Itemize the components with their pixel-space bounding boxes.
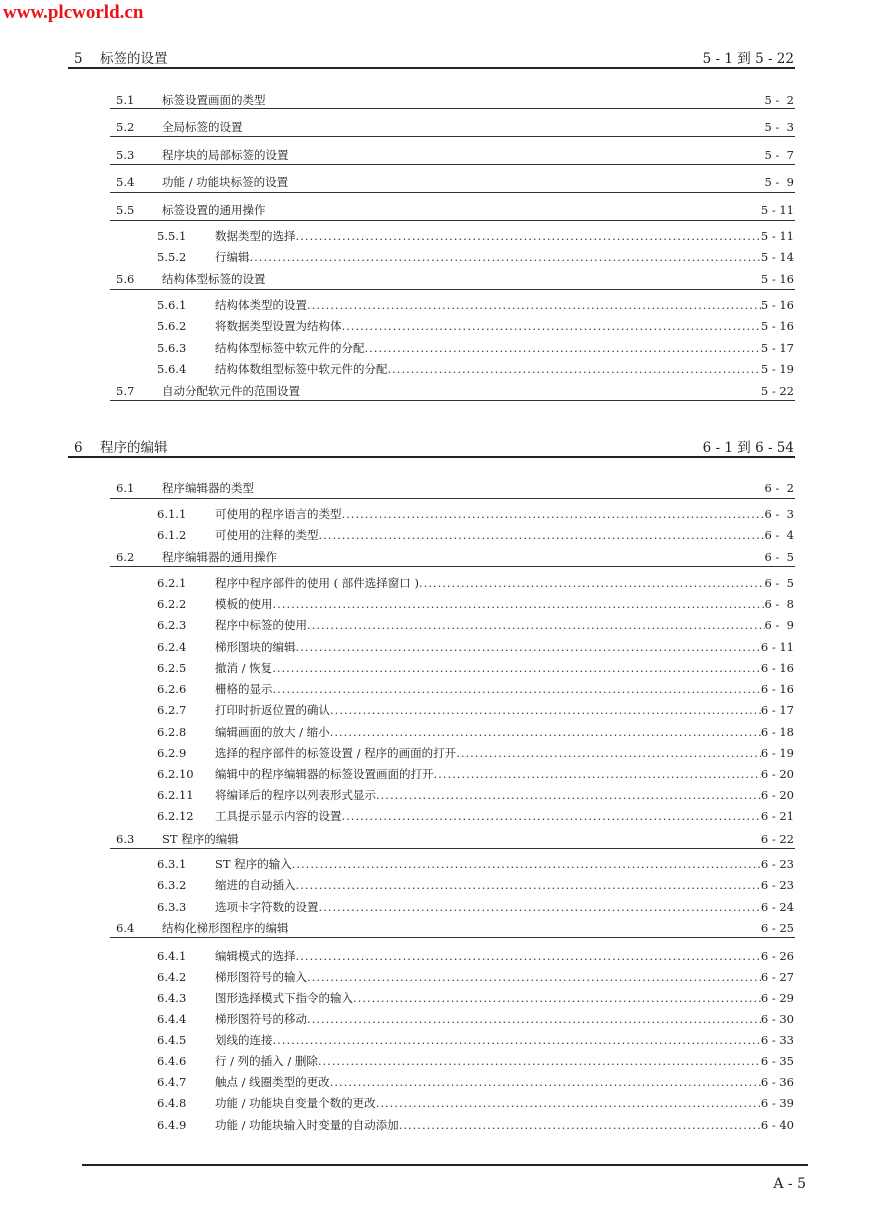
subsection-title: 结构体类型的设置: [215, 298, 307, 312]
dot-leader: [273, 682, 761, 696]
chapter-title: 标签的设置: [100, 51, 168, 67]
dot-leader: [296, 229, 761, 243]
subsection-page: 5 - 11: [760, 229, 794, 243]
toc-subsection-6-2-7[interactable]: [157, 702, 794, 718]
section-title: 标签设置的通用操作: [162, 203, 266, 217]
subsection-title: 梯形图块的编辑: [215, 640, 296, 654]
toc-subsection-6-3-2[interactable]: [157, 877, 794, 893]
dot-leader: [342, 809, 761, 823]
subsection-number: 6.4.6: [157, 1054, 187, 1068]
dot-leader: [434, 767, 761, 781]
toc-subsection-6-4-7[interactable]: [157, 1074, 794, 1090]
subsection-page: 5 - 17: [760, 341, 794, 355]
subsection-page: 5 - 19: [760, 362, 794, 376]
toc-section-5-6[interactable]: [116, 271, 794, 287]
section-number: 5.2: [116, 120, 135, 134]
subsection-page: 6 - 35: [760, 1054, 794, 1068]
subsection-number: 6.4.7: [157, 1075, 187, 1089]
subsection-title: 行编辑: [215, 250, 250, 264]
toc-subsection-6-1-2[interactable]: [157, 527, 794, 543]
subsection-number: 6.4.2: [157, 970, 187, 984]
toc-subsection-5-6-2[interactable]: [157, 318, 794, 334]
section-title: 程序编辑器的类型: [162, 481, 254, 495]
subsection-page: 6 - 36: [760, 1075, 794, 1089]
subsection-title: 梯形图符号的移动: [215, 1012, 307, 1026]
subsection-number: 6.2.12: [157, 809, 194, 823]
subsection-number: 6.4.9: [157, 1118, 187, 1132]
dot-leader: [365, 341, 761, 355]
subsection-number: 6.3.1: [157, 857, 187, 871]
subsection-page: 6 - 24: [760, 900, 794, 914]
section-rule: [110, 164, 795, 165]
toc-subsection-5-6-4[interactable]: [157, 361, 794, 377]
section-number: 5.4: [116, 175, 135, 189]
toc-subsection-6-2-12[interactable]: [157, 808, 794, 824]
dot-leader: [250, 250, 761, 264]
subsection-title: 选择的程序部件的标签设置 / 程序的画面的打开: [215, 746, 457, 760]
toc-subsection-6-4-3[interactable]: [157, 990, 794, 1006]
toc-subsection-6-4-1[interactable]: [157, 948, 794, 964]
section-page: 6 - 22: [760, 832, 794, 846]
subsection-number: 6.2.3: [157, 618, 187, 632]
subsection-page: 6 - 3: [764, 507, 794, 521]
toc-subsection-5-6-1[interactable]: [157, 297, 794, 313]
subsection-title: 结构体型标签中软元件的分配: [215, 341, 365, 355]
subsection-page: 6 - 19: [760, 746, 794, 760]
dot-leader: [319, 900, 761, 914]
section-title: 结构体型标签的设置: [162, 272, 266, 286]
dot-leader: [292, 857, 761, 871]
toc-section-5-2[interactable]: [116, 119, 794, 135]
subsection-title: 梯形图符号的输入: [215, 970, 307, 984]
dot-leader: [307, 970, 761, 984]
dot-leader: [342, 319, 761, 333]
dot-leader: [330, 725, 761, 739]
toc-subsection-6-2-8[interactable]: [157, 724, 794, 740]
subsection-title: 功能 / 功能块自变量个数的更改: [215, 1096, 376, 1110]
subsection-title: 选项卡字符数的设置: [215, 900, 319, 914]
section-number: 5.5: [116, 203, 135, 217]
section-number: 6.4: [116, 921, 135, 935]
watermark-text: www.plcworld.cn: [3, 2, 144, 23]
section-page: 6 - 2: [764, 481, 794, 495]
toc-subsection-6-4-4[interactable]: [157, 1011, 794, 1027]
dot-leader: [272, 661, 761, 675]
subsection-title: 工具提示显示内容的设置: [215, 809, 342, 823]
section-rule: [110, 289, 795, 290]
subsection-number: 6.4.1: [157, 949, 187, 963]
subsection-number: 6.2.7: [157, 703, 187, 717]
toc-subsection-6-4-5[interactable]: [157, 1032, 794, 1048]
subsection-title: 编辑画面的放大 / 缩小: [215, 725, 330, 739]
subsection-page: 6 - 29: [760, 991, 794, 1005]
subsection-page: 6 - 4: [764, 528, 794, 542]
section-rule: [110, 848, 795, 849]
toc-subsection-6-2-4[interactable]: [157, 639, 794, 655]
subsection-title: 程序中程序部件的使用 ( 部件选择窗口 ): [215, 576, 419, 590]
dot-leader: [296, 878, 761, 892]
subsection-number: 6.4.4: [157, 1012, 187, 1026]
chapter-page-range: 6 - 1 到 6 - 54: [702, 440, 794, 456]
section-title: 结构化梯形图程序的编辑: [162, 921, 289, 935]
section-page: 5 - 2: [764, 93, 794, 107]
section-rule: [110, 192, 795, 193]
toc-section-5-5[interactable]: [116, 202, 794, 218]
section-page: 5 - 9: [764, 175, 794, 189]
subsection-number: 6.1.1: [157, 507, 187, 521]
toc-subsection-6-4-2[interactable]: [157, 969, 794, 985]
footer-page-number: A - 5: [773, 1176, 806, 1192]
subsection-number: 6.2.6: [157, 682, 187, 696]
section-title: 全局标签的设置: [162, 120, 243, 134]
subsection-title: 打印时折返位置的确认: [215, 703, 330, 717]
dot-leader: [456, 746, 761, 760]
toc-section-6-3[interactable]: [116, 831, 794, 847]
section-rule: [110, 498, 795, 499]
dot-leader: [330, 1075, 761, 1089]
section-number: 5.1: [116, 93, 135, 107]
section-page: 5 - 3: [764, 120, 794, 134]
dot-leader: [307, 298, 761, 312]
section-page: 5 - 7: [764, 148, 794, 162]
subsection-title: 行 / 列的插入 / 删除: [215, 1054, 318, 1068]
subsection-number: 5.6.2: [157, 319, 187, 333]
toc-subsection-6-2-1[interactable]: [157, 575, 794, 591]
subsection-title: 将编译后的程序以列表形式显示: [215, 788, 376, 802]
subsection-page: 5 - 16: [760, 298, 794, 312]
subsection-number: 6.2.8: [157, 725, 187, 739]
toc-subsection-6-4-9[interactable]: [157, 1117, 794, 1133]
section-title: 自动分配软元件的范围设置: [162, 384, 300, 398]
subsection-page: 6 - 18: [760, 725, 794, 739]
subsection-title: 模板的使用: [215, 597, 273, 611]
dot-leader: [342, 507, 765, 521]
section-rule: [110, 566, 795, 567]
dot-leader: [296, 640, 761, 654]
subsection-title: 缩进的自动插入: [215, 878, 296, 892]
subsection-number: 6.2.4: [157, 640, 187, 654]
toc-subsection-6-1-1[interactable]: [157, 506, 794, 522]
subsection-page: 6 - 23: [760, 857, 794, 871]
subsection-page: 6 - 26: [760, 949, 794, 963]
subsection-number: 6.2.11: [157, 788, 194, 802]
section-title: 功能 / 功能块标签的设置: [162, 175, 289, 189]
dot-leader: [319, 528, 765, 542]
toc-subsection-6-3-1[interactable]: [157, 856, 794, 872]
subsection-page: 6 - 8: [764, 597, 794, 611]
section-title: 程序块的局部标签的设置: [162, 148, 289, 162]
subsection-title: 划线的连接: [215, 1033, 273, 1047]
section-number: 6.3: [116, 832, 135, 846]
subsection-number: 6.4.3: [157, 991, 187, 1005]
subsection-number: 6.2.10: [157, 767, 194, 781]
toc-subsection-5-5-1[interactable]: [157, 228, 794, 244]
dot-leader: [307, 1012, 761, 1026]
subsection-title: 可使用的程序语言的类型: [215, 507, 342, 521]
subsection-title: 结构体数组型标签中软元件的分配: [215, 362, 388, 376]
toc-section-5-7[interactable]: [116, 383, 794, 399]
dot-leader: [273, 597, 765, 611]
section-rule: [110, 400, 795, 401]
section-number: 6.1: [116, 481, 135, 495]
dot-leader: [318, 1054, 761, 1068]
subsection-page: 6 - 16: [760, 661, 794, 675]
toc-section-5-1[interactable]: [116, 92, 794, 108]
dot-leader: [376, 1096, 761, 1110]
toc-subsection-6-3-3[interactable]: [157, 899, 794, 915]
section-number: 6.2: [116, 550, 135, 564]
section-rule: [110, 937, 795, 938]
subsection-number: 6.3.3: [157, 900, 187, 914]
subsection-number: 6.2.1: [157, 576, 187, 590]
dot-leader: [376, 788, 761, 802]
subsection-number: 6.4.5: [157, 1033, 187, 1047]
dot-leader: [419, 576, 765, 590]
toc-subsection-5-6-3[interactable]: [157, 340, 794, 356]
toc-subsection-6-2-9[interactable]: [157, 745, 794, 761]
subsection-title: 编辑模式的选择: [215, 949, 296, 963]
section-title: ST 程序的编辑: [162, 832, 239, 846]
subsection-title: 功能 / 功能块输入时变量的自动添加: [215, 1118, 399, 1132]
section-page: 6 - 5: [764, 550, 794, 564]
section-number: 5.7: [116, 384, 135, 398]
section-title: 程序编辑器的通用操作: [162, 550, 277, 564]
dot-leader: [353, 991, 761, 1005]
subsection-page: 6 - 20: [760, 788, 794, 802]
subsection-page: 6 - 33: [760, 1033, 794, 1047]
subsection-number: 6.1.2: [157, 528, 187, 542]
subsection-number: 6.2.2: [157, 597, 187, 611]
section-page: 5 - 16: [760, 272, 794, 286]
subsection-number: 6.2.5: [157, 661, 187, 675]
toc-subsection-5-5-2[interactable]: [157, 249, 794, 265]
chapter-number: 6: [74, 440, 83, 456]
dot-leader: [399, 1118, 761, 1132]
subsection-number: 5.5.2: [157, 250, 187, 264]
section-page: 5 - 22: [760, 384, 794, 398]
subsection-title: 数据类型的选择: [215, 229, 296, 243]
toc-subsection-6-2-10[interactable]: [157, 766, 794, 782]
section-number: 5.6: [116, 272, 135, 286]
toc-section-5-4[interactable]: [116, 174, 794, 190]
subsection-page: 6 - 20: [760, 767, 794, 781]
toc-section-6-1[interactable]: [116, 480, 794, 496]
subsection-page: 5 - 14: [760, 250, 794, 264]
subsection-title: 触点 / 线圈类型的更改: [215, 1075, 330, 1089]
subsection-page: 6 - 40: [760, 1118, 794, 1132]
toc-subsection-6-2-5[interactable]: [157, 660, 794, 676]
subsection-page: 6 - 30: [760, 1012, 794, 1026]
subsection-page: 6 - 23: [760, 878, 794, 892]
toc-section-6-4[interactable]: [116, 920, 794, 936]
subsection-title: 可使用的注释的类型: [215, 528, 319, 542]
subsection-title: 将数据类型设置为结构体: [215, 319, 342, 333]
subsection-number: 5.6.4: [157, 362, 187, 376]
chapter-number: 5: [74, 51, 83, 67]
subsection-page: 6 - 16: [760, 682, 794, 696]
subsection-number: 6.3.2: [157, 878, 187, 892]
toc-section-6-2[interactable]: [116, 549, 794, 565]
subsection-title: 图形选择模式下指令的输入: [215, 991, 353, 1005]
toc-chapter-6[interactable]: [74, 436, 794, 456]
subsection-number: 6.4.8: [157, 1096, 187, 1110]
toc-subsection-6-4-6[interactable]: [157, 1053, 794, 1069]
subsection-number: 6.2.9: [157, 746, 187, 760]
chapter-rule: [68, 456, 795, 458]
subsection-page: 6 - 5: [764, 576, 794, 590]
toc-subsection-6-2-3[interactable]: [157, 617, 794, 633]
subsection-page: 6 - 17: [760, 703, 794, 717]
subsection-page: 6 - 9: [764, 618, 794, 632]
section-rule: [110, 220, 795, 221]
subsection-page: 6 - 21: [760, 809, 794, 823]
section-number: 5.3: [116, 148, 135, 162]
subsection-page: 5 - 16: [760, 319, 794, 333]
dot-leader: [307, 618, 765, 632]
chapter-page-range: 5 - 1 到 5 - 22: [702, 51, 794, 67]
subsection-title: ST 程序的输入: [215, 857, 292, 871]
footer-rule: [82, 1164, 808, 1166]
toc-section-5-3[interactable]: [116, 147, 794, 163]
subsection-title: 编辑中的程序编辑器的标签设置画面的打开: [215, 767, 434, 781]
subsection-number: 5.6.1: [157, 298, 187, 312]
dot-leader: [388, 362, 761, 376]
dot-leader: [296, 949, 761, 963]
section-rule: [110, 136, 795, 137]
subsection-page: 6 - 27: [760, 970, 794, 984]
section-rule: [110, 108, 795, 109]
section-title: 标签设置画面的类型: [162, 93, 266, 107]
subsection-title: 撤消 / 恢复: [215, 661, 273, 675]
section-page: 5 - 11: [760, 203, 794, 217]
toc-subsection-6-2-11[interactable]: [157, 787, 794, 803]
toc-subsection-6-2-6[interactable]: [157, 681, 794, 697]
subsection-title: 栅格的显示: [215, 682, 273, 696]
toc-chapter-5[interactable]: [74, 47, 794, 67]
toc-subsection-6-2-2[interactable]: [157, 596, 794, 612]
subsection-number: 5.6.3: [157, 341, 187, 355]
dot-leader: [273, 1033, 761, 1047]
chapter-title: 程序的编辑: [100, 440, 168, 456]
subsection-page: 6 - 11: [760, 640, 794, 654]
subsection-number: 5.5.1: [157, 229, 187, 243]
subsection-page: 6 - 39: [760, 1096, 794, 1110]
subsection-title: 程序中标签的使用: [215, 618, 307, 632]
dot-leader: [330, 703, 761, 717]
toc-subsection-6-4-8[interactable]: [157, 1095, 794, 1111]
section-page: 6 - 25: [760, 921, 794, 935]
chapter-rule: [68, 67, 795, 69]
